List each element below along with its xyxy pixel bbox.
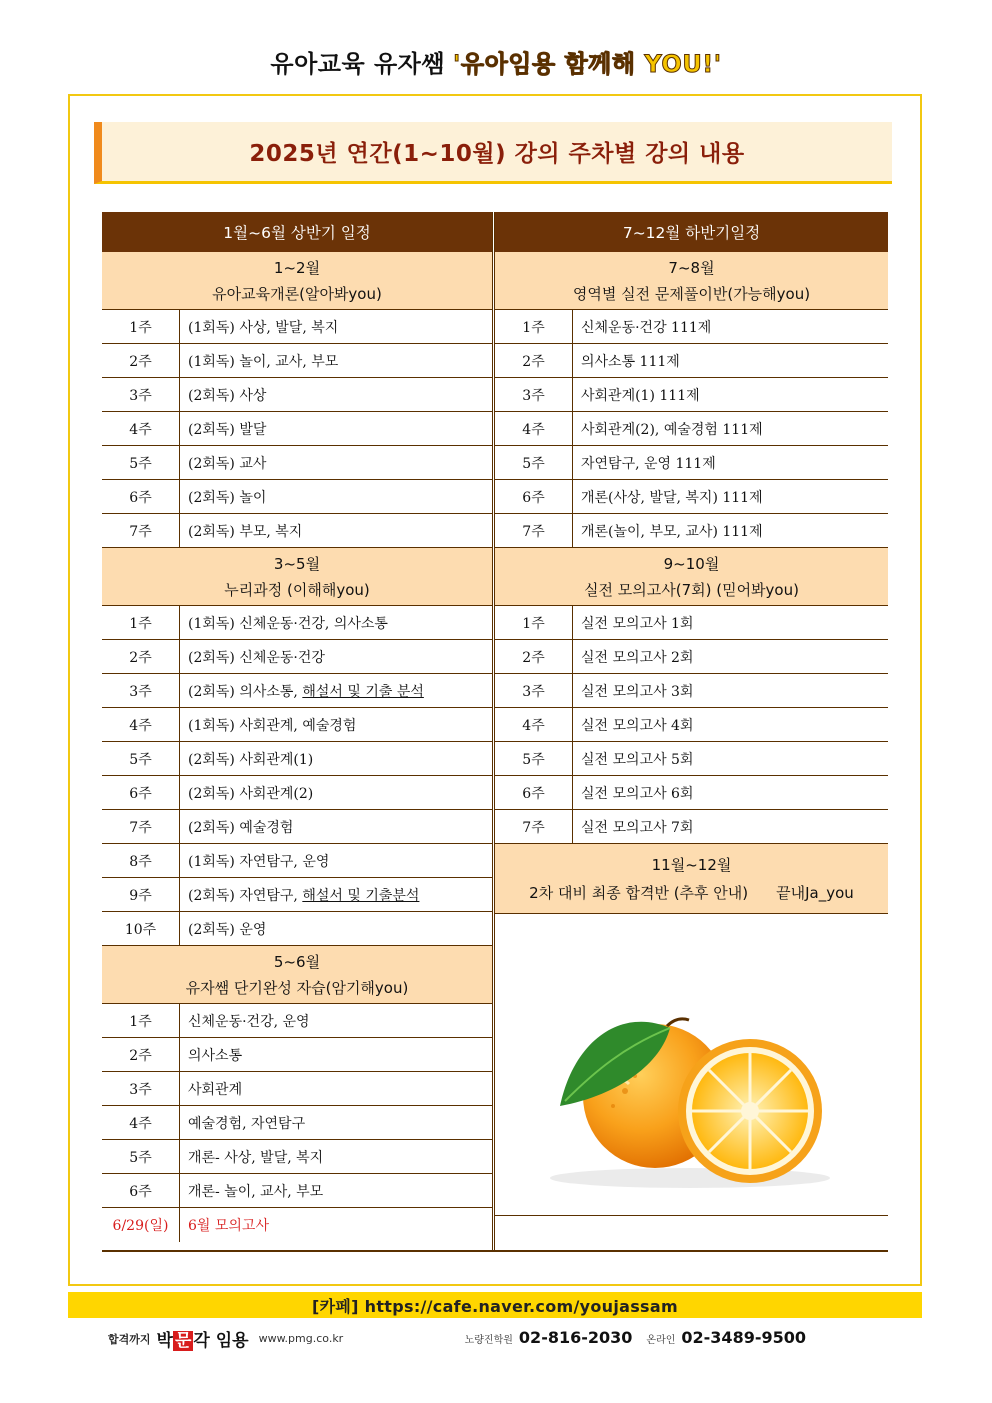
week-cell: 6주: [495, 776, 573, 809]
week-cell: 7주: [102, 514, 180, 547]
content-cell: (2회독) 사회관계(1): [188, 751, 314, 768]
section-name: 유아교육개론(알아봐you): [212, 284, 382, 303]
week-cell: 6/29(일): [102, 1208, 180, 1242]
content-cell: (1회독) 자연탐구, 운영: [188, 853, 330, 870]
week-cell: 1주: [102, 1004, 180, 1037]
week-cell: 4주: [102, 412, 180, 445]
branch-label: 노량진학원: [464, 1335, 513, 1346]
week-cell: 3주: [102, 1072, 180, 1105]
section-header: [102, 548, 492, 606]
table-row: [102, 640, 492, 674]
section-tag: 끝내Ja_you: [776, 883, 854, 902]
table-row: [495, 708, 888, 742]
week-cell: 2주: [102, 640, 180, 673]
content-cell: [180, 885, 492, 905]
table-row: [102, 378, 492, 412]
cafe-link[interactable]: [카페] https://cafe.naver.com/youjassam: [312, 1296, 678, 1316]
week-cell: 7주: [102, 810, 180, 843]
table-row: [102, 674, 492, 708]
title-accent: '유아임용 함께해 YOU!': [453, 50, 722, 78]
section-period: 9~10월: [663, 554, 720, 573]
content-text: (2회독) 의사소통,: [188, 683, 303, 700]
week-cell: 1주: [102, 310, 180, 343]
section-period: 3~5월: [273, 554, 321, 573]
table-row: [495, 480, 888, 514]
table-row: [102, 446, 492, 480]
schedule-table: [102, 212, 888, 1252]
brand-name-c: 각 임용: [193, 1331, 249, 1351]
table-row: [102, 912, 492, 946]
table-row: [102, 776, 492, 810]
section-header: [102, 946, 492, 1004]
table-row: [102, 1072, 492, 1106]
exam-row: [102, 1208, 492, 1242]
table-row: [102, 344, 492, 378]
website-link[interactable]: www.pmg.co.kr: [258, 1332, 344, 1345]
week-cell: 6주: [102, 776, 180, 809]
table-row: [102, 480, 492, 514]
page-title: [0, 44, 992, 79]
content-cell: 자연탐구, 운영 111제: [581, 455, 716, 472]
section-period: 5~6월: [273, 952, 321, 971]
content-cell: 의사소통 111제: [581, 353, 680, 370]
title-main: 유아교육 유자쌤: [270, 50, 446, 78]
content-cell: 개론(놀이, 부모, 교사) 111제: [581, 523, 763, 540]
week-cell: 6주: [495, 480, 573, 513]
week-cell: 8주: [102, 844, 180, 877]
schedule-banner: [94, 122, 892, 184]
week-cell: 3주: [495, 674, 573, 707]
content-cell: (2회독) 운영: [188, 921, 267, 938]
content-cell: 개론- 사상, 발달, 복지: [188, 1149, 324, 1166]
orange-illustration: [495, 916, 888, 1216]
contact-info: [465, 1328, 814, 1347]
content-cell: (2회독) 교사: [188, 455, 267, 472]
content-cell: 실전 모의고사 2회: [581, 649, 694, 666]
table-row: [495, 514, 888, 548]
publisher-logo: [108, 1326, 343, 1351]
section-name: 실전 모의고사(7회) (믿어봐you): [584, 580, 799, 599]
content-cell: 개론(사상, 발달, 복지) 111제: [581, 489, 763, 506]
section-period: 7~8월: [668, 258, 715, 277]
week-cell: 2주: [495, 640, 573, 673]
online-label: 온라인: [646, 1335, 676, 1346]
week-cell: 5주: [102, 446, 180, 479]
week-cell: 5주: [102, 1140, 180, 1173]
week-cell: 3주: [102, 378, 180, 411]
week-cell: 7주: [495, 514, 573, 547]
table-row: [495, 640, 888, 674]
week-cell: 1주: [495, 310, 573, 343]
table-row: [102, 1140, 492, 1174]
section-name: 누리과정 (이해해you): [224, 580, 370, 599]
cafe-link-bar[interactable]: [68, 1292, 922, 1318]
section-name: 2차 대비 최종 합격반 (추후 안내): [529, 883, 749, 902]
banner-title: 2025년 연간(1~10월) 강의 주차별 강의 내용: [249, 141, 745, 167]
table-row: [495, 742, 888, 776]
table-row: [102, 708, 492, 742]
content-cell: 신체운동·건강, 운영: [188, 1013, 310, 1030]
content-cell: (2회독) 놀이: [188, 489, 267, 506]
week-cell: 1주: [102, 606, 180, 639]
section-header: [495, 548, 888, 606]
week-cell: 4주: [102, 1106, 180, 1139]
week-cell: 5주: [102, 742, 180, 775]
table-row: [495, 310, 888, 344]
table-row: [102, 310, 492, 344]
section-name: 영역별 실전 문제풀이반(가능해you): [572, 284, 811, 303]
table-row: [495, 606, 888, 640]
week-cell: 10주: [102, 912, 180, 945]
table-row: [102, 606, 492, 640]
section-rows: [495, 310, 888, 548]
section-period: 11월~12월: [651, 855, 732, 874]
content-cell: [180, 681, 492, 701]
table-row: [495, 776, 888, 810]
table-row: [102, 742, 492, 776]
table-row: [102, 412, 492, 446]
section-rows: [102, 1004, 492, 1242]
week-cell: 1주: [495, 606, 573, 639]
first-half-column: [102, 212, 495, 1250]
table-row: [495, 378, 888, 412]
section-period: 1~2월: [273, 258, 321, 277]
table-row: [495, 412, 888, 446]
content-cell: (2회독) 발달: [188, 421, 267, 438]
table-row: [102, 878, 492, 912]
content-cell: 실전 모의고사 6회: [581, 785, 694, 802]
week-cell: 2주: [102, 1038, 180, 1071]
content-cell: 예술경험, 자연탐구: [188, 1115, 306, 1132]
section-header: [102, 252, 492, 310]
section-name: 유자쌤 단기완성 자습(암기해you): [185, 978, 409, 997]
content-cell: 6월 모의고사: [188, 1218, 269, 1234]
week-cell: 4주: [102, 708, 180, 741]
section-name-line: [529, 879, 854, 907]
content-cell: 사회관계: [188, 1081, 243, 1098]
table-row: [102, 1174, 492, 1208]
underlined-note: 해설서 및 기출 분석: [302, 683, 424, 700]
section-header: [495, 252, 888, 310]
content-cell: (2회독) 신체운동·건강: [188, 649, 325, 666]
content-cell: (2회독) 예술경험: [188, 819, 294, 836]
content-cell: 개론- 놀이, 교사, 부모: [188, 1183, 324, 1200]
week-cell: 6주: [102, 480, 180, 513]
table-row: [102, 810, 492, 844]
week-cell: 6주: [102, 1174, 180, 1207]
brand-tagline: 합격까지: [108, 1332, 151, 1346]
underlined-note: 해설서 및 기출분석: [302, 887, 420, 904]
content-cell: 신체운동·건강 111제: [581, 319, 712, 336]
week-cell: 4주: [495, 708, 573, 741]
content-cell: 의사소통: [188, 1047, 243, 1064]
week-cell: 5주: [495, 742, 573, 775]
table-row: [495, 344, 888, 378]
table-row: [102, 1038, 492, 1072]
table-row: [495, 674, 888, 708]
content-text: (2회독) 자연탐구,: [188, 887, 303, 904]
content-cell: (1회독) 사회관계, 예술경험: [188, 717, 357, 734]
week-cell: 2주: [102, 344, 180, 377]
second-half-column: [495, 212, 888, 914]
section-header: [495, 844, 888, 914]
content-cell: (2회독) 사회관계(2): [188, 785, 314, 802]
section-rows: [102, 606, 492, 946]
week-cell: 7주: [495, 810, 573, 843]
brand-name: [157, 1326, 249, 1351]
week-cell: 3주: [102, 674, 180, 707]
content-cell: (1회독) 사상, 발달, 복지: [188, 319, 339, 336]
content-cell: 실전 모의고사 5회: [581, 751, 694, 768]
footer: [0, 1326, 992, 1356]
table-row: [102, 1004, 492, 1038]
orange-illustration-area: [495, 916, 888, 1216]
content-cell: (2회독) 부모, 복지: [188, 523, 303, 540]
table-row: [102, 844, 492, 878]
week-cell: 9주: [102, 878, 180, 911]
content-cell: 실전 모의고사 7회: [581, 819, 694, 836]
week-cell: 5주: [495, 446, 573, 479]
table-row: [102, 514, 492, 548]
second-half-heading: 7~12월 하반기일정: [495, 212, 888, 252]
table-row: [102, 1106, 492, 1140]
content-cell: 실전 모의고사 4회: [581, 717, 694, 734]
week-cell: 2주: [495, 344, 573, 377]
week-cell: 4주: [495, 412, 573, 445]
section-rows: [495, 606, 888, 844]
brand-name-a: 박: [156, 1331, 173, 1351]
week-cell: 3주: [495, 378, 573, 411]
brand-name-b: 문: [174, 1331, 192, 1351]
section-rows: [102, 310, 492, 548]
table-row: [495, 810, 888, 844]
branch-phone: 02-816-2030: [518, 1328, 633, 1347]
content-cell: 실전 모의고사 1회: [581, 615, 694, 632]
first-half-heading: 1월~6월 상반기 일정: [102, 212, 492, 252]
table-row: [495, 446, 888, 480]
content-cell: 사회관계(2), 예술경험 111제: [581, 421, 763, 438]
content-cell: 사회관계(1) 111제: [581, 387, 700, 404]
content-cell: (1회독) 신체운동·건강, 의사소통: [188, 615, 388, 632]
content-cell: 실전 모의고사 3회: [581, 683, 694, 700]
content-cell: (1회독) 놀이, 교사, 부모: [188, 353, 339, 370]
content-cell: (2회독) 사상: [188, 387, 267, 404]
online-phone: 02-3489-9500: [681, 1328, 806, 1347]
